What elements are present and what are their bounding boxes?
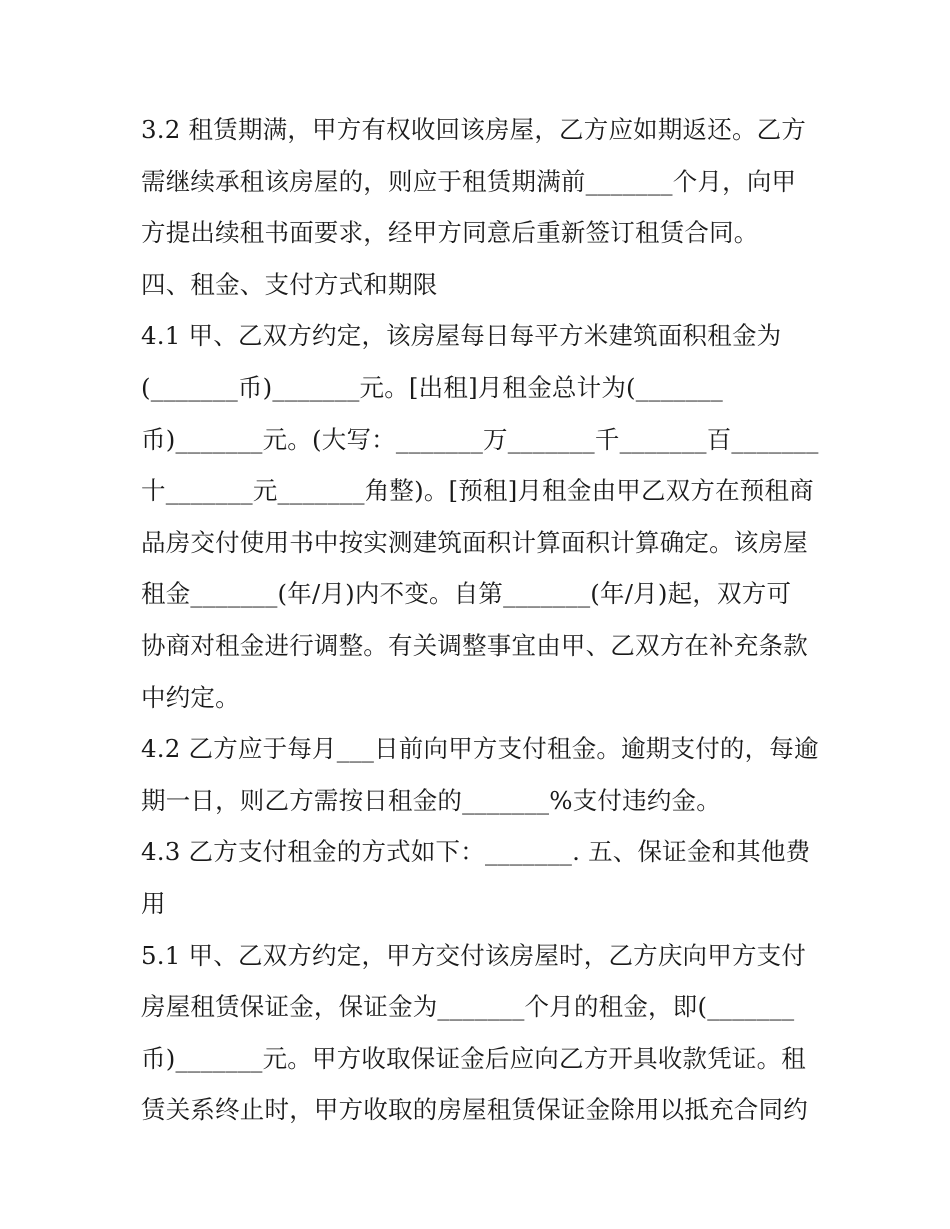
text-line-12: 中约定。 [141,682,240,712]
text-line-18: 房屋租赁保证金，保证金为_______个月的租金，即(_______ [141,992,795,1022]
text-line-20: 赁关系终止时，甲方收取的房屋租赁保证金除用以抵充合同约 [141,1095,808,1125]
text-line-14: 期一日，则乙方需按日租金的_______%支付违约金。 [141,785,721,815]
text-line-1: 3.2 租赁期满，甲方有权收回该房屋，乙方应如期返还。乙方 [141,115,807,144]
text-line-10: 租金_______(年/月)内不变。自第_______(年/月)起，双方可 [141,579,792,609]
text-line-6: (_______币)_______元。[出租]月租金总计为(_______ [141,372,723,402]
text-line-9: 品房交付使用书中按实测建筑面积计算面积计算确定。该房屋 [141,527,808,557]
text-line-13: 4.2 乙方应于每月___日前向甲方支付租金。逾期支付的，每逾 [141,734,819,764]
text-line-3: 方提出续租书面要求，经甲方同意后重新签订租赁合同。 [141,218,759,248]
text-line-19: 币)_______元。甲方收取保证金后应向乙方开具收款凭证。租 [141,1043,807,1073]
text-line-15: 4.3 乙方支付租金的方式如下：_______. 五、保证金和其他费 [141,837,811,867]
text-line-5: 4.1 甲、乙双方约定，该房屋每日每平方米建筑面积租金为 [141,321,782,351]
document-page [141,104,831,1136]
text-line-17: 5.1 甲、乙双方约定，甲方交付该房屋时，乙方庆向甲方支付 [141,940,807,970]
section-heading-4: 四、租金、支付方式和期限 [141,269,438,299]
text-line-16: 用 [141,888,166,918]
text-line-11: 协商对租金进行调整。有关调整事宜由甲、乙双方在补充条款 [141,630,808,660]
text-line-8: 十_______元_______角整)。[预租]月租金由甲乙双方在预租商 [141,476,814,506]
text-line-2: 需继续承租该房屋的，则应于租赁期满前_______个月，向甲 [141,166,797,196]
text-line-7: 币)_______元。(大写：_______万_______千_______百_______ [141,424,819,454]
